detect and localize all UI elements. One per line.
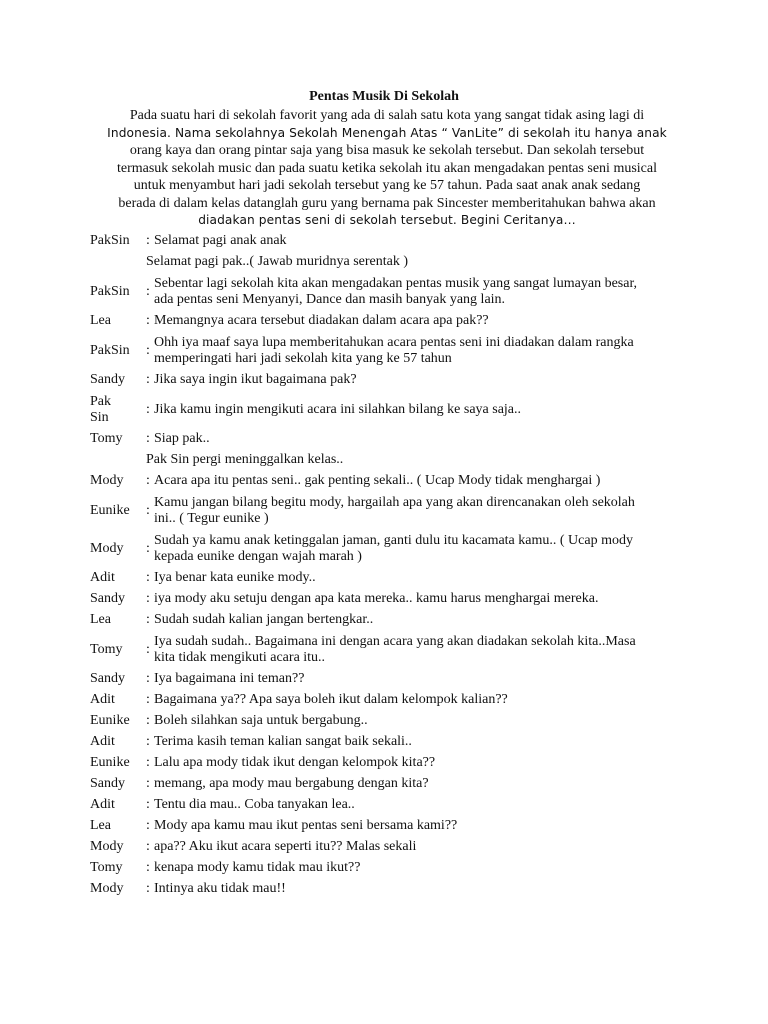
speaker-name: PakSin [90,233,130,249]
colon-separator: : [146,342,150,358]
colon-separator: : [146,818,150,834]
dialogue-row [90,669,690,690]
speaker-name: Sandy [90,671,125,687]
speech-line: Jika saya ingin ikut bagaimana pak? [154,372,357,388]
intro-line: Indonesia. Nama sekolahnya Sekolah Menengah Atas “ VanLite” di sekolah itu hanya anak [107,125,667,140]
dialogue-row [90,879,690,900]
narration-line: Selamat pagi pak..( Jawab muridnya serentak ) [146,254,409,270]
speech-text [154,818,690,835]
speech-line: iya mody aku setuju dengan apa kata mereka.. kamu harus menghargai mereka. [154,591,599,607]
speech-text [154,634,690,667]
dialogue-row [90,837,690,858]
intro-paragraph [90,107,684,230]
dialogue-row [90,732,690,753]
speech-line: kepada eunike dengan wajah marah ) [154,549,362,564]
dialogue-row [90,816,690,837]
speech-line: Iya sudah sudah.. Bagaimana ini dengan acara yang akan diadakan sekolah kita..Masa [154,633,636,649]
speech-text [154,276,690,309]
speech-text [154,755,690,772]
colon-separator: : [146,540,150,556]
speech-line: Intinya aku tidak mau!! [154,881,286,897]
speech-text [154,495,690,528]
dialogue-row [90,273,690,311]
speaker-name: Lea [90,313,111,329]
speech-text [154,776,690,793]
speech-line: apa?? Aku ikut acara seperti itu?? Malas sekali [154,839,417,855]
colon-separator: : [146,692,150,708]
speech-line: Lalu apa mody tidak ikut dengan kelompok kita?? [154,755,436,771]
speaker-name: Sandy [90,776,125,792]
dialogue-row [90,610,690,631]
colon-separator: : [146,881,150,897]
speech-text [154,881,690,898]
colon-separator: : [146,776,150,792]
speech-text [154,839,690,856]
speech-line: Kamu jangan bilang begitu mody, hargailah apa yang akan direncanakan oleh sekolah [154,494,635,510]
dialogue-row [90,231,690,252]
speaker-name: Eunike [90,713,130,729]
colon-separator: : [146,233,150,249]
speech-line: Siap pak.. [154,431,210,447]
colon-separator: : [146,797,150,813]
speech-line: Terima kasih teman kalian sangat baik sekali.. [154,734,412,750]
speaker-name: Eunike [90,502,130,518]
colon-separator: : [146,431,150,447]
colon-separator: : [146,372,150,388]
speech-line: Jika kamu ingin mengikuti acara ini silahkan bilang ke saya saja.. [154,401,522,417]
speaker-name: PakSin [90,342,130,358]
speaker-name: Mody [90,473,124,489]
speaker-name: Adit [90,797,115,813]
dialogue-row [90,391,690,429]
speaker-name: Sandy [90,591,125,607]
speech-text [154,313,690,330]
speaker-name: Sandy [90,372,125,388]
dialogue-row [90,471,690,492]
speech-line: Selamat pagi anak anak [154,233,287,249]
dialogue-row [90,252,690,273]
colon-separator: : [146,641,150,657]
speech-text [154,692,690,709]
speech-line: memang, apa mody mau bergabung dengan kita? [154,776,429,792]
speaker-name-line: Sin [90,410,109,425]
speech-line: memperingati hari jadi sekolah kita yang ke 57 tahun [154,351,452,366]
speaker-name: Mody [90,881,124,897]
colon-separator: : [146,313,150,329]
dialogue-row [90,429,690,450]
speech-line: Ohh iya maaf saya lupa memberitahukan acara pentas seni ini diadakan dalam rangka [154,334,634,350]
colon-separator: : [146,713,150,729]
colon-separator: : [146,283,150,299]
dialogue-row [90,795,690,816]
narration-text [90,254,690,271]
speech-line: Mody apa kamu mau ikut pentas seni bersama kami?? [154,818,458,834]
colon-separator: : [146,671,150,687]
speaker-name: Mody [90,839,124,855]
speech-line: Acara apa itu pentas seni.. gak penting sekali.. ( Ucap Mody tidak menghargai ) [154,473,601,489]
speech-text [154,402,690,419]
speech-line: Boleh silahkan saja untuk bergabung.. [154,713,368,729]
speaker-name: Tomy [90,860,123,876]
speech-text [154,612,690,629]
speech-line: kenapa mody kamu tidak mau ikut?? [154,860,361,876]
speech-line: Tentu dia mau.. Coba tanyakan lea.. [154,797,355,813]
dialogue-row [90,530,690,568]
speech-text [154,570,690,587]
colon-separator: : [146,734,150,750]
dialogue-row [90,858,690,879]
speech-text [154,734,690,751]
speech-line: Iya bagaimana ini teman?? [154,671,305,687]
speaker-name: Adit [90,734,115,750]
document-title: Pentas Musik Di Sekolah [309,89,459,104]
intro-line: berada di dalam kelas datanglah guru yang bernama pak Sincester memberitahukan bahwa akan [118,195,656,211]
speech-text [154,797,690,814]
colon-separator: : [146,612,150,628]
dialogue-row [90,311,690,332]
narration-line: Pak Sin pergi meninggalkan kelas.. [146,452,344,468]
speech-text [154,431,690,448]
speaker-name: PakSin [90,283,130,299]
speaker-name: Adit [90,692,115,708]
dialogue-row [90,631,690,669]
intro-line: Pada suatu hari di sekolah favorit yang ada di salah satu kota yang sangat tidak asing lagi di [129,108,645,123]
dialogue-row [90,332,690,370]
speech-text [154,372,690,389]
speech-line: Iya benar kata eunike mody.. [154,570,316,586]
intro-line: orang kaya dan orang pintar saja yang bisa masuk ke sekolah tersebut. Dan sekolah tersebut [129,143,645,158]
speech-text [154,233,690,250]
dialogue-row [90,370,690,391]
dialogue-row [90,450,690,471]
speaker-name [90,394,146,427]
speech-text [154,335,690,368]
intro-line: untuk menyambut hari jadi sekolah tersebut yang ke 57 tahun. Pada saat anak anak sedang [133,178,641,193]
speech-text [154,473,690,490]
colon-separator: : [146,502,150,518]
colon-separator: : [146,473,150,489]
intro-line: diadakan pentas seni di sekolah tersebut. Begini Ceritanya… [198,213,576,227]
speech-line: kita tidak mengikuti acara itu.. [154,650,326,665]
speech-line: Sudah ya kamu anak ketinggalan jaman, ganti dulu itu kacamata kamu.. ( Ucap mody [154,532,633,548]
colon-separator: : [146,401,150,417]
intro-line: termasuk sekolah music dan pada suatu ketika sekolah itu akan mengadakan pentas seni musical [116,160,657,176]
speaker-name: Tomy [90,641,123,657]
speaker-name-line: Pak [90,393,111,409]
dialogue-row [90,753,690,774]
colon-separator: : [146,591,150,607]
speaker-name: Lea [90,612,111,628]
dialogue-row [90,492,690,530]
speech-line: Sebentar lagi sekolah kita akan mengadakan pentas musik yang sangat lumayan besar, [154,275,638,291]
dialogue-row [90,711,690,732]
dialogue-row [90,589,690,610]
speech-line: ada pentas seni Menyanyi, Dance dan masih banyak yang lain. [154,292,506,307]
speaker-name: Mody [90,540,124,556]
dialogue-list [90,231,690,900]
speech-text [154,860,690,877]
colon-separator: : [146,755,150,771]
speaker-name: Eunike [90,755,130,771]
narration-text [90,452,690,469]
colon-separator: : [146,860,150,876]
speech-line: Memangnya acara tersebut diadakan dalam acara apa pak?? [154,313,489,329]
colon-separator: : [146,839,150,855]
dialogue-row [90,690,690,711]
speech-text [154,533,690,566]
speech-line: ini.. ( Tegur eunike ) [154,511,269,526]
speech-line: Bagaimana ya?? Apa saya boleh ikut dalam kelompok kalian?? [154,692,508,708]
speaker-name: Tomy [90,431,123,447]
speech-line: Sudah sudah kalian jangan bertengkar.. [154,612,374,628]
dialogue-row [90,774,690,795]
speaker-name: Adit [90,570,115,586]
dialogue-row [90,568,690,589]
colon-separator: : [146,570,150,586]
speech-text [154,591,690,608]
speech-text [154,671,690,688]
speaker-name: Lea [90,818,111,834]
speech-text [154,713,690,730]
